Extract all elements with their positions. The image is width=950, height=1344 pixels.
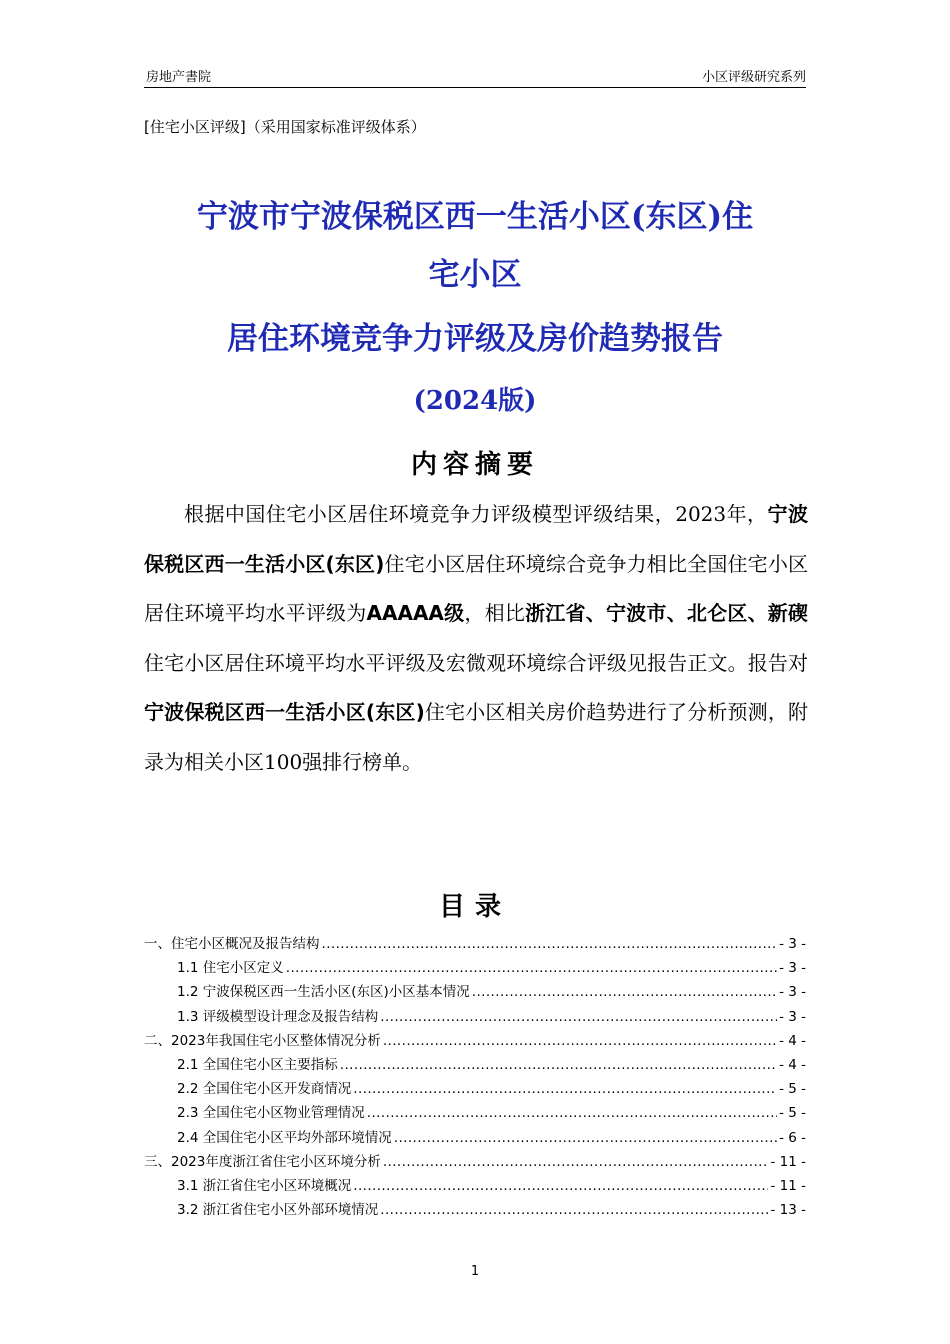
toc-entry-page: - 4 - xyxy=(779,1056,806,1073)
abstract-bold: 宁波保税区西一生活小区(东区) xyxy=(144,502,808,576)
abstract-text: 住宅小区相关房价趋势进行了分析预测，附录为相关小区100强排行榜单。 xyxy=(144,700,809,774)
header-divider xyxy=(144,87,806,88)
toc-entry-page: - 4 - xyxy=(779,1032,806,1049)
toc-entry[interactable] xyxy=(144,1101,806,1125)
toc-entry-label: 三、2023年度浙江省住宅小区环境分析 xyxy=(144,1153,381,1170)
toc-entry-label: 二、2023年我国住宅小区整体情况分析 xyxy=(144,1032,381,1049)
toc-entry[interactable] xyxy=(144,1174,806,1198)
toc-entry-page: - 6 - xyxy=(779,1129,806,1146)
table-of-contents xyxy=(144,932,806,1222)
report-category: [住宅小区评级]（采用国家标准评级体系） xyxy=(144,118,426,136)
header-right: 小区评级研究系列 xyxy=(701,70,806,85)
abstract-text: ，相比 xyxy=(464,601,526,626)
toc-dot-leader xyxy=(340,1057,777,1073)
toc-dot-leader xyxy=(353,1081,777,1097)
toc-dot-leader xyxy=(367,1105,777,1121)
toc-entry-page: - 3 - xyxy=(779,1008,806,1025)
toc-dot-leader xyxy=(472,984,777,1000)
toc-entry-page: - 5 - xyxy=(779,1105,806,1122)
abstract-bold: 浙江省、宁波市、北仑区、新碶 xyxy=(525,601,809,626)
toc-entry[interactable] xyxy=(144,1077,806,1101)
toc-entry-page: - 11 - xyxy=(770,1177,806,1194)
toc-entry[interactable] xyxy=(144,980,806,1004)
toc-entry[interactable] xyxy=(144,1053,806,1077)
toc-entry[interactable] xyxy=(144,1005,806,1029)
toc-entry-label: 1.1 住宅小区定义 xyxy=(177,960,284,977)
toc-entry-label: 3.2 浙江省住宅小区外部环境情况 xyxy=(177,1202,379,1219)
toc-entry[interactable] xyxy=(144,1150,806,1174)
report-title xyxy=(144,188,806,430)
header-left: 房地产書院 xyxy=(146,70,212,85)
abstract-heading: 内容摘要 xyxy=(410,450,539,480)
toc-entry-label: 3.1 浙江省住宅小区环境概况 xyxy=(177,1177,352,1194)
toc-dot-leader xyxy=(286,960,777,976)
toc-entry-page: - 3 - xyxy=(779,960,806,977)
toc-entry-label: 2.1 全国住宅小区主要指标 xyxy=(177,1056,338,1073)
toc-dot-leader xyxy=(394,1130,777,1146)
toc-entry-page: - 3 - xyxy=(779,936,806,952)
toc-entry-label: 2.2 全国住宅小区开发商情况 xyxy=(177,1081,352,1098)
toc-heading: 目录 xyxy=(438,892,511,922)
toc-entry-label: 2.3 全国住宅小区物业管理情况 xyxy=(177,1105,365,1122)
title-line-3: 居住环境竞争力评级及房价趋势报告 xyxy=(227,321,723,357)
toc-entry[interactable] xyxy=(144,932,806,956)
toc-dot-leader xyxy=(383,1033,777,1049)
toc-dot-leader xyxy=(353,1178,768,1194)
toc-entry-label: 1.2 宁波保税区西一生活小区(东区)小区基本情况 xyxy=(177,984,470,1001)
abstract-text: 住宅小区居住环境平均水平评级及宏微观环境综合评级见报告正文。报告对 xyxy=(144,650,808,675)
toc-dot-leader xyxy=(380,1202,768,1218)
toc-entry[interactable] xyxy=(144,1198,806,1222)
title-line-1: 宁波市宁波保税区西一生活小区(东区)住 xyxy=(196,199,754,235)
abstract-bold: 宁波保税区西一生活小区(东区) xyxy=(144,700,425,725)
toc-entry-label: 1.3 评级模型设计理念及报告结构 xyxy=(177,1008,379,1025)
toc-entry[interactable] xyxy=(144,956,806,980)
toc-dot-leader xyxy=(380,1009,777,1025)
toc-dot-leader xyxy=(383,1154,769,1170)
page-number: 1 xyxy=(470,1264,480,1279)
abstract-body xyxy=(144,490,808,788)
toc-dot-leader xyxy=(322,936,778,952)
title-line-2: 宅小区 xyxy=(428,257,522,293)
toc-entry[interactable] xyxy=(144,1029,806,1053)
abstract-text: 根据中国住宅小区居住环境竞争力评级模型评级结果，2023年， xyxy=(184,502,768,526)
abstract-text: 住宅小区居住环境综合竞争力相比全国住宅小区居住环境平均水平评级为 xyxy=(144,551,809,626)
toc-entry-label: 一、住宅小区概况及报告结构 xyxy=(144,936,320,952)
toc-entry-page: - 5 - xyxy=(779,1081,806,1098)
toc-entry-page: - 3 - xyxy=(779,984,806,1001)
title-line-4: (2024版) xyxy=(413,386,537,416)
toc-entry-page: - 11 - xyxy=(770,1153,806,1170)
toc-entry-page: - 13 - xyxy=(770,1202,806,1219)
abstract-bold: AAAAA级 xyxy=(366,601,465,626)
toc-entry-label: 2.4 全国住宅小区平均外部环境情况 xyxy=(177,1129,392,1146)
toc-entry[interactable] xyxy=(144,1126,806,1150)
